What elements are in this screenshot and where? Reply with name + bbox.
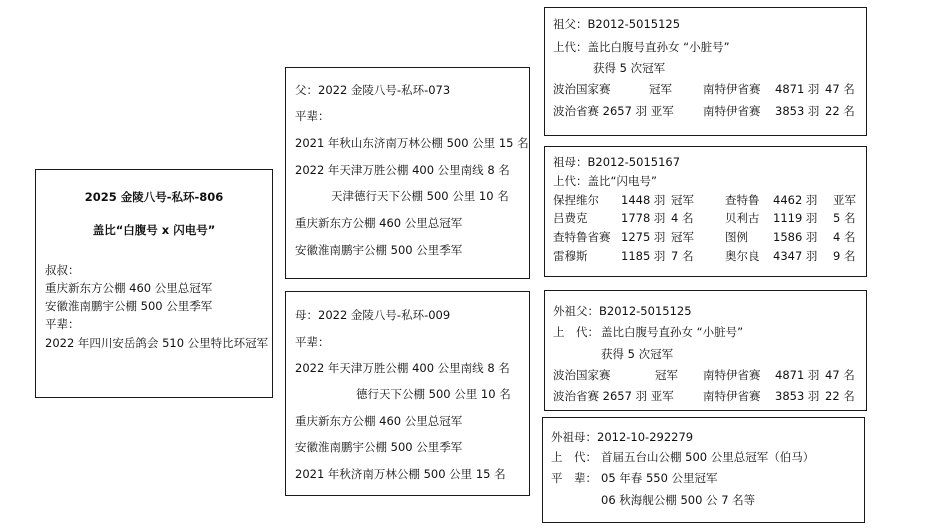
sibling-line: 2022 年四川安岳鸽会 510 公里特比环冠军 xyxy=(45,336,269,350)
sire-line: 安徽淮南鹏宇公棚 500 公里季军 xyxy=(295,243,463,257)
result-cell: 3853 羽 xyxy=(775,104,820,118)
result-cell: 查特鲁 xyxy=(725,193,760,207)
result-cell: 波治省赛 2657 羽 亚军 xyxy=(553,104,674,118)
mgranddam-sibling-label: 平 辈： xyxy=(551,471,597,485)
result-cell: 4 名 xyxy=(833,230,856,244)
result-cell: 47 名 xyxy=(825,82,855,96)
result-cell: 1448 羽 xyxy=(621,193,666,207)
uncle-label: 叔叔： xyxy=(45,263,80,277)
dam-line: 2021 年秋济南万林公棚 500 公里 15 名 xyxy=(295,467,506,481)
sire-line: 重庆新东方公棚 460 公里总冠军 xyxy=(295,216,463,230)
granddam-card xyxy=(544,146,867,277)
mgrandsire-parent: 盖比白腹号直孙女 “小脏号” xyxy=(601,325,744,339)
granddam-header: 祖母：B2012-5015167 xyxy=(553,155,681,169)
result-cell: 冠军 xyxy=(655,368,678,382)
result-cell: 南特伊省赛 xyxy=(703,82,761,96)
granddam-parent: 上代：盖比“闪电号” xyxy=(553,174,657,188)
result-cell: 7 名 xyxy=(671,249,694,263)
dam-header: 母：2022 金陵八号-私环-009 xyxy=(295,308,451,322)
result-cell: 波治国家赛 xyxy=(553,82,611,96)
result-cell: 吕费克 xyxy=(553,211,588,225)
uncle-line: 安徽淮南鹏宇公棚 500 公里季军 xyxy=(45,299,213,313)
uncle-line: 重庆新东方公棚 460 公里总冠军 xyxy=(45,281,213,295)
result-cell: 4 名 xyxy=(671,211,694,225)
result-cell: 22 名 xyxy=(825,104,855,118)
dam-line: 德行天下公棚 500 公里 10 名 xyxy=(356,387,511,401)
result-cell: 冠军 xyxy=(671,230,694,244)
mgranddam-parent-label: 上 代： xyxy=(551,450,597,464)
result-cell: 南特伊省赛 xyxy=(703,104,761,118)
sire-card xyxy=(285,67,530,279)
result-cell: 查特鲁省赛 xyxy=(553,230,611,244)
dam-line: 重庆新东方公棚 460 公里总冠军 xyxy=(295,414,463,428)
dam-line: 安徽淮南鹏宇公棚 500 公里季军 xyxy=(295,440,463,454)
subject-title: 2025 金陵八号-私环-806 xyxy=(84,190,224,204)
result-cell: 4462 羽 xyxy=(773,193,818,207)
result-cell: 图例 xyxy=(725,230,748,244)
grandsire-header: 祖父：B2012-5015125 xyxy=(553,17,681,31)
result-cell: 3853 羽 xyxy=(775,389,820,403)
mgranddam-sibling-line: 06 秋海舰公棚 500 公 7 名等 xyxy=(601,493,756,507)
dam-sibling-label: 平辈： xyxy=(295,335,330,349)
result-cell: 47 名 xyxy=(825,368,855,382)
result-cell: 亚军 xyxy=(833,193,856,207)
mgrandsire-honor: 获得 5 次冠军 xyxy=(601,347,674,361)
result-cell: 4871 羽 xyxy=(775,82,820,96)
result-cell: 1119 羽 xyxy=(773,211,818,225)
result-cell: 南特伊省赛 xyxy=(703,368,761,382)
sire-sibling-label: 平辈： xyxy=(295,109,330,123)
dam-line: 2022 年天津万胜公棚 400 公里南线 8 名 xyxy=(295,361,510,375)
result-cell: 波治国家赛 xyxy=(553,368,611,382)
result-cell: 1586 羽 xyxy=(773,230,818,244)
result-cell: 贝利古 xyxy=(725,211,760,225)
result-cell: 奥尔良 xyxy=(725,249,760,263)
result-cell: 冠军 xyxy=(649,82,672,96)
result-cell: 保捏维尔 xyxy=(553,193,599,207)
result-cell: 波治省赛 2657 羽 亚军 xyxy=(553,389,674,403)
result-cell: 冠军 xyxy=(671,193,694,207)
mgranddam-parent: 首届五台山公棚 500 公里总冠军（伯马） xyxy=(601,450,815,464)
grandsire-honor: 获得 5 次冠军 xyxy=(593,61,666,75)
sire-line: 天津德行天下公棚 500 公里 10 名 xyxy=(331,189,509,203)
grandsire-parent: 上代：盖比白腹号直孙女 “小脏号” xyxy=(553,40,730,54)
dam-card xyxy=(285,291,530,496)
grandsire-card xyxy=(544,7,867,136)
result-cell: 4871 羽 xyxy=(775,368,820,382)
maternal-grandsire-card xyxy=(544,290,867,411)
result-cell: 南特伊省赛 xyxy=(703,389,761,403)
result-cell: 9 名 xyxy=(833,249,856,263)
sire-header: 父：2022 金陵八号-私环-073 xyxy=(295,83,451,97)
mgrandsire-header: 外祖父：B2012-5015125 xyxy=(553,304,692,318)
sibling-label: 平辈： xyxy=(45,317,80,331)
mgranddam-sibling-line: 05 年春 550 公里冠军 xyxy=(601,471,718,485)
result-cell: 1778 羽 xyxy=(621,211,666,225)
subject-card xyxy=(35,169,273,398)
sire-line: 2022 年天津万胜公棚 400 公里南线 8 名 xyxy=(295,163,510,177)
subject-pair: 盖比“白腹号 x 闪电号” xyxy=(92,223,216,237)
maternal-granddam-card xyxy=(542,417,865,523)
result-cell: 5 名 xyxy=(833,211,856,225)
result-cell: 雷穆斯 xyxy=(553,249,588,263)
mgranddam-header: 外祖母：2012-10-292279 xyxy=(551,430,694,444)
result-cell: 1275 羽 xyxy=(621,230,666,244)
result-cell: 4347 羽 xyxy=(773,249,818,263)
result-cell: 1185 羽 xyxy=(621,249,666,263)
mgrandsire-parent-label: 上 代： xyxy=(553,325,599,339)
result-cell: 22 名 xyxy=(825,389,855,403)
sire-line: 2021 年秋山东济南万林公棚 500 公里 15 名 xyxy=(295,136,529,150)
